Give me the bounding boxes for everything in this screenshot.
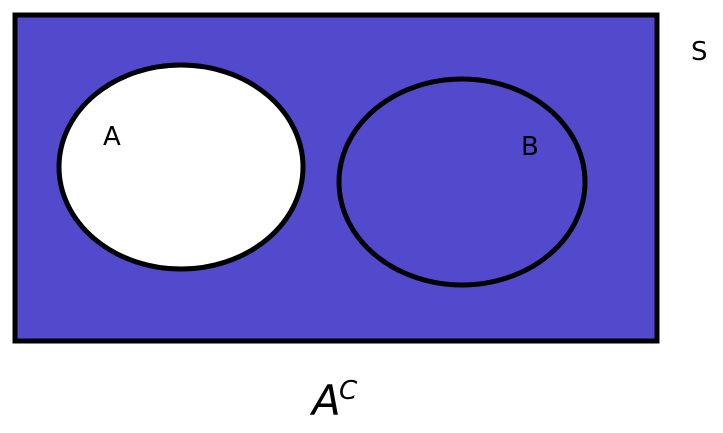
set-b-label: B (521, 132, 539, 162)
caption-base: A (312, 376, 341, 425)
universe-label: S (691, 37, 708, 67)
set-a-ellipse (59, 65, 303, 269)
set-b-ellipse (339, 79, 585, 285)
caption-superscript: C (339, 376, 358, 406)
set-a-label: A (103, 122, 121, 152)
